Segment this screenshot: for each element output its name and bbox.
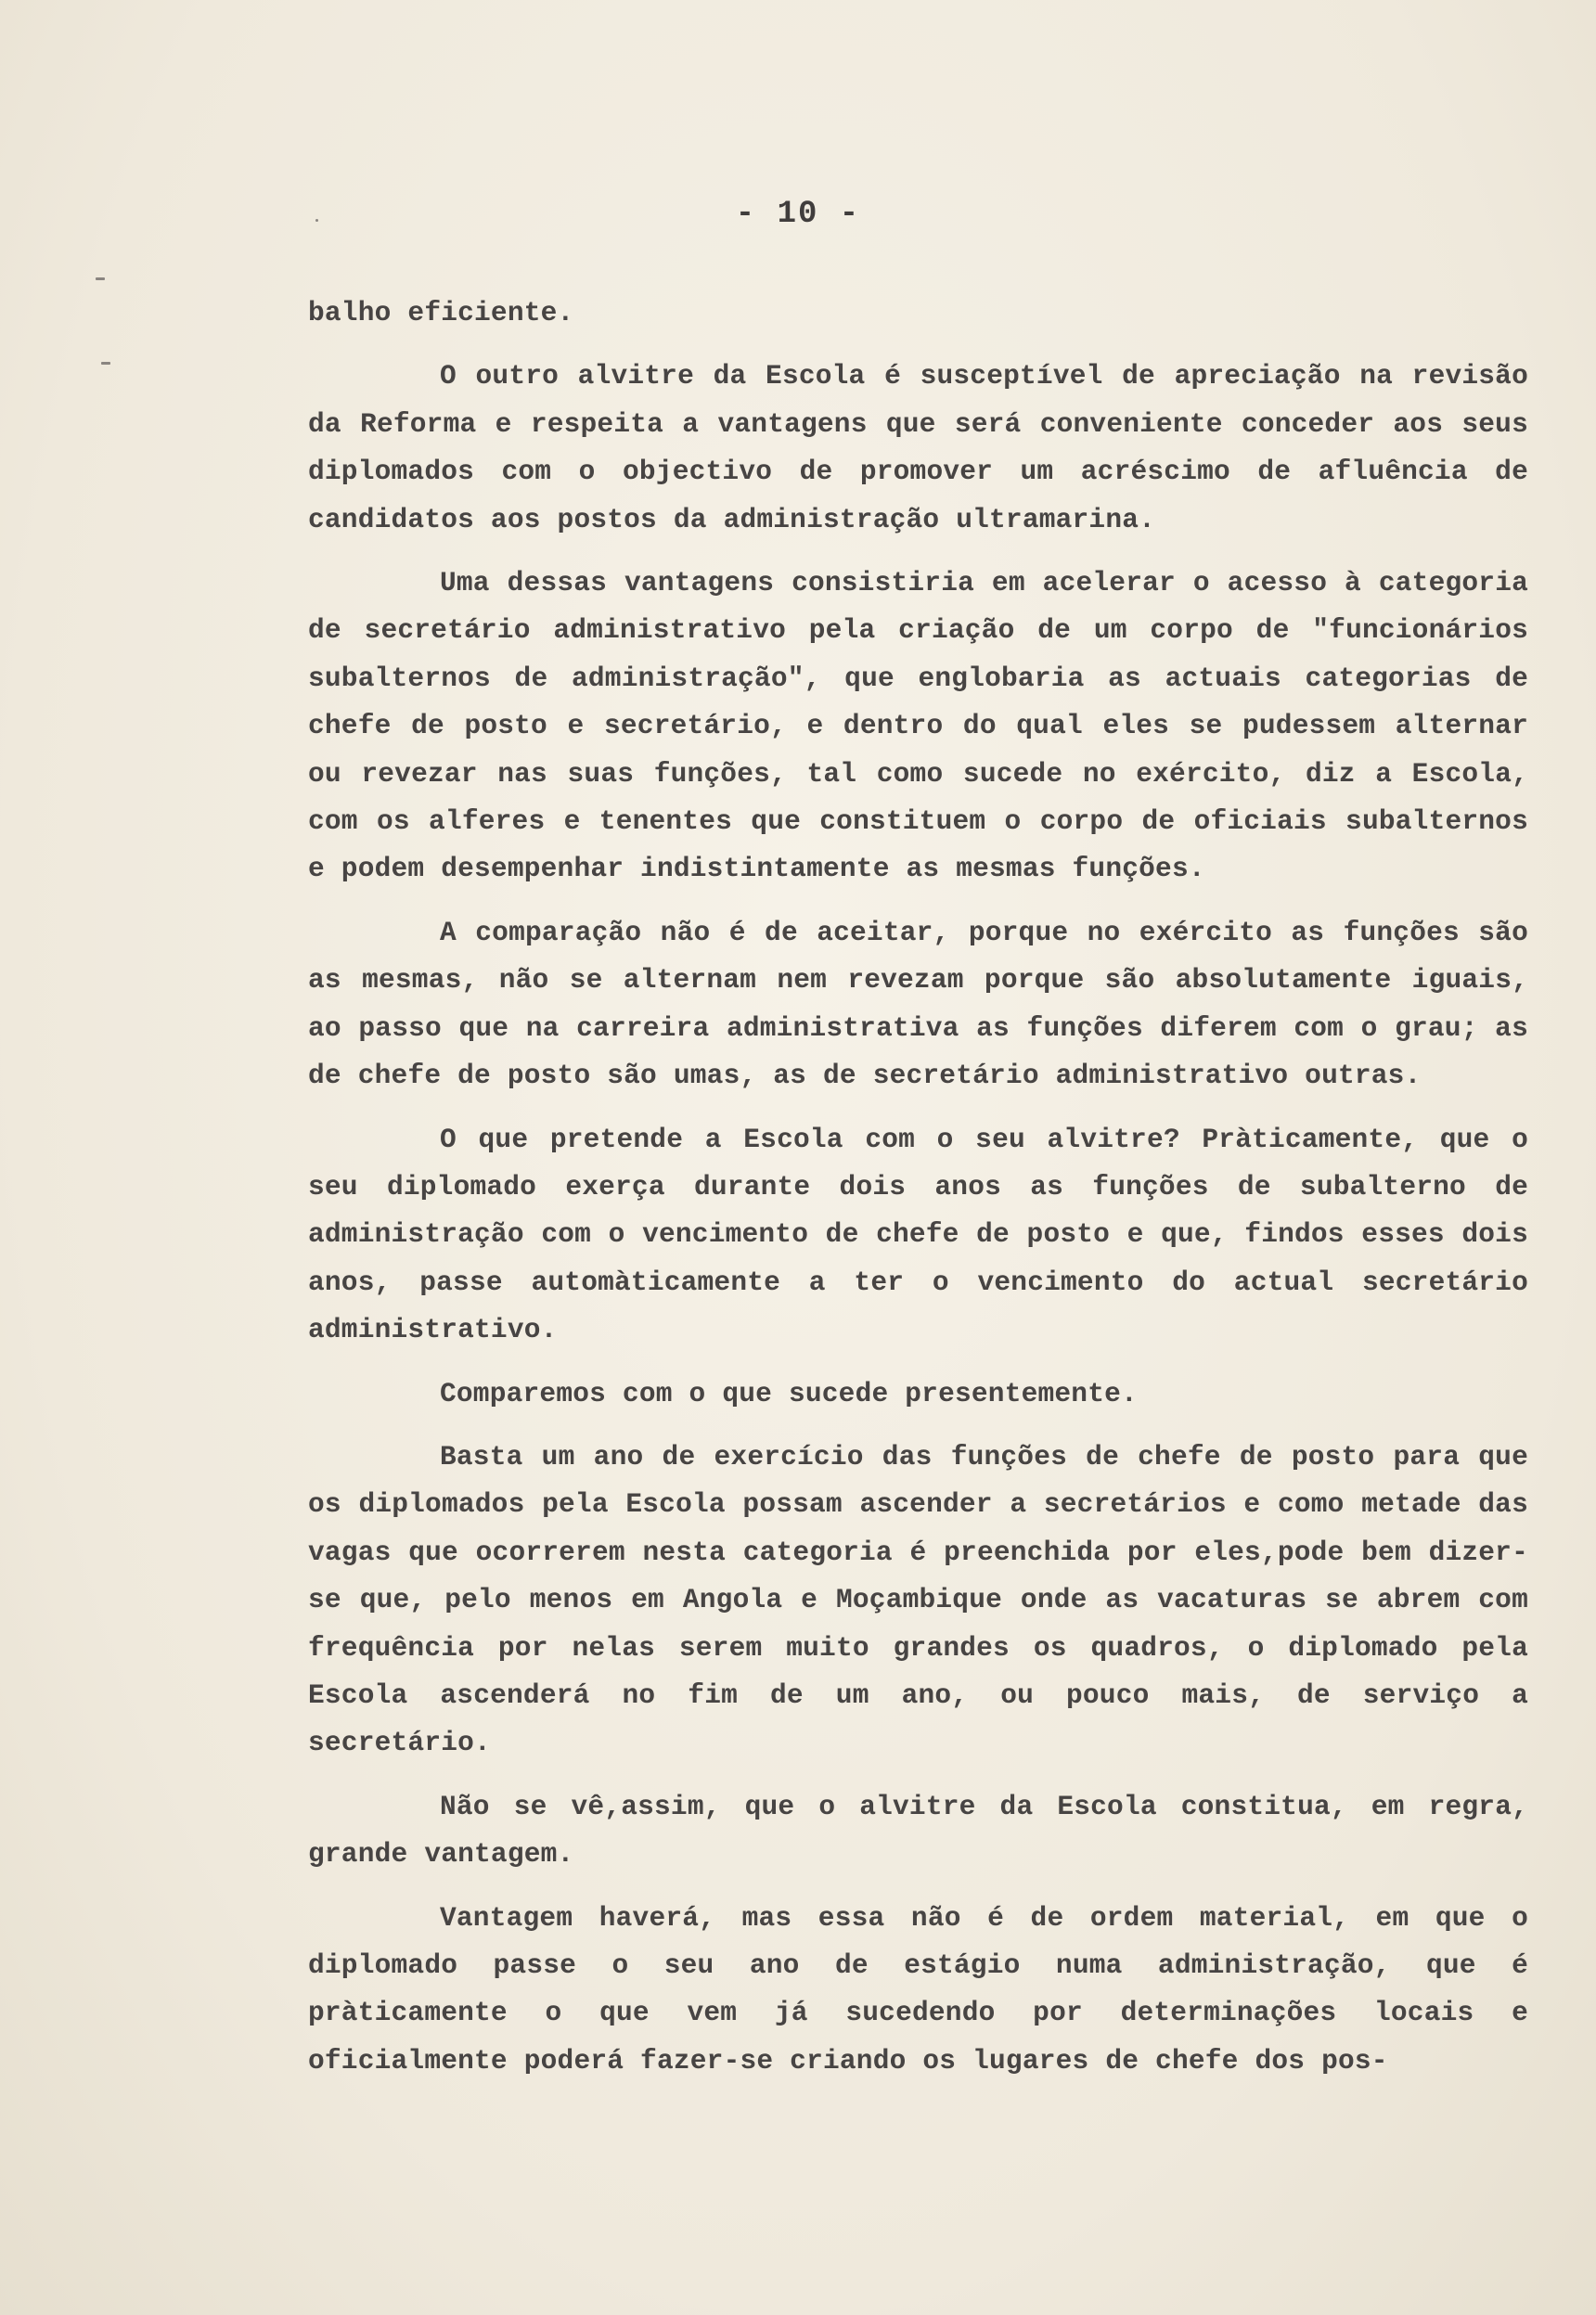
paragraph: Basta um ano de exercício das funções de chefe de posto para que os diplomados pela Escola possam ascender a secretários e como metade das vagas que ocorrerem nesta categoria é preenchida por eles,pode bem dizer-se que, pelo menos em Angola e Moçambique onde as vacaturas se abrem com frequência por nelas serem muito grandes os quadros, o diplomado pela Escola ascenderá no fim de um ano, ou pouco mais, de serviço a secretário. bbox=[308, 1440, 1528, 1759]
document-body bbox=[308, 289, 1528, 2101]
paragraph: Não se vê,assim, que o alvitre da Escola constitua, em regra, grande vantagem. bbox=[308, 1790, 1528, 1871]
paragraph: Uma dessas vantagens consistiria em acelerar o acesso à categoria de secretário administrativo pela criação de um corpo de "funcionários subalternos de administração", que englobaria as actuais categorias de chefe de posto e secretário, e dentro do qual eles se pudessem alternar ou revezar nas suas funções, tal como sucede no exército, diz a Escola, com os alferes e tenentes que constituem o corpo de oficiais subalternos e podem desempenhar indistintamente as mesmas funções. bbox=[308, 567, 1528, 885]
paper-speck bbox=[101, 362, 110, 365]
paragraph-continuation: balho eficiente. bbox=[308, 297, 574, 328]
paragraph: A comparação não é de aceitar, porque no exército as funções são as mesmas, não se alternam nem revezam porque são absolutamente iguais, ao passo que na carreira administrativa as funções diferem com o grau; as de chefe de posto são umas, as de secretário administrativo outras. bbox=[308, 916, 1528, 1092]
paragraph: O outro alvitre da Escola é susceptível de apreciação na revisão da Reforma e respeita a vantagens que será conveniente conceder aos seus diplomados com o objectivo de promover um acréscimo de afluência de candidatos aos postos da administração ultramarina. bbox=[308, 360, 1528, 535]
paragraph: Comparemos com o que sucede presentemente. bbox=[440, 1377, 1138, 1409]
page-number: - 10 - bbox=[735, 197, 861, 232]
paper-speck bbox=[96, 277, 105, 280]
paragraph: Vantagem haverá, mas essa não é de ordem material, em que o diplomado passe o seu ano de estágio numa administração, que é pràticamente o que vem já sucedendo por determinações locais e oficialmente poderá fazer-se criando os lugares de chefe dos pos- bbox=[308, 1901, 1528, 2077]
paragraph: O que pretende a Escola com o seu alvitre? Pràticamente, que o seu diplomado exerça durante dois anos as funções de subalterno de administração com o vencimento de chefe de posto e que, findos esses dois anos, passe automàticamente a ter o vencimento do actual secretário administrativo. bbox=[308, 1123, 1528, 1346]
